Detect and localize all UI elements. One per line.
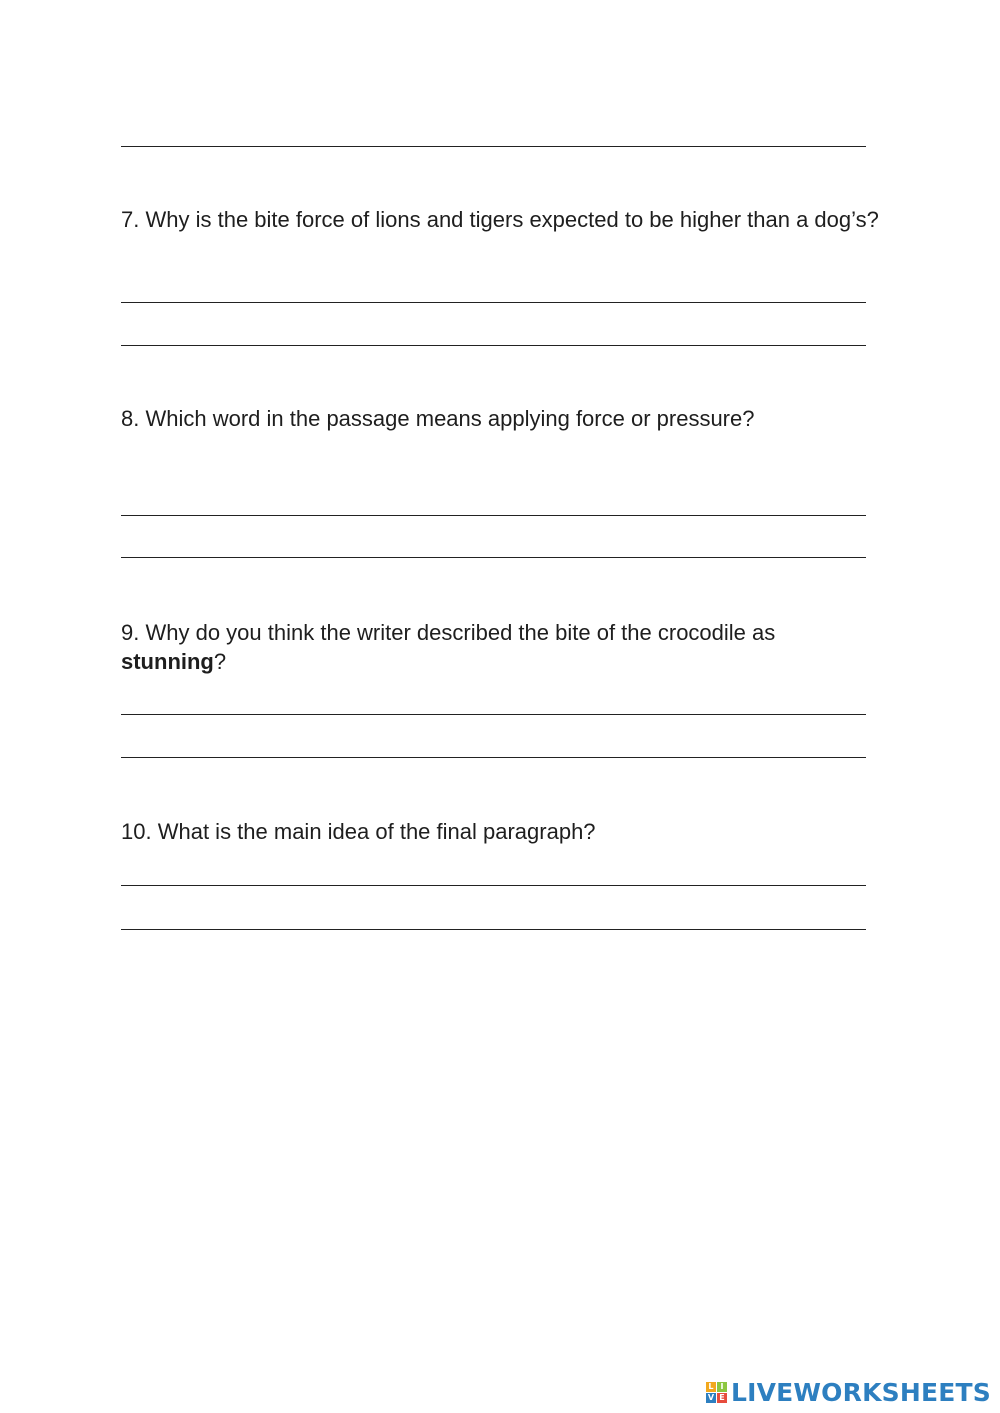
logo-letter-e: E (717, 1393, 727, 1403)
answer-line-8-2[interactable] (121, 557, 866, 558)
question-7-number: 7. (121, 207, 140, 232)
answer-line-7-1[interactable] (121, 302, 866, 303)
question-10-number: 10. (121, 819, 152, 844)
question-8-number: 8. (121, 406, 140, 431)
question-9-emphasis: stunning (121, 649, 214, 674)
answer-line-8-1[interactable] (121, 515, 866, 516)
question-10-text: What is the main idea of the final paragraph? (157, 819, 596, 844)
question-10 (121, 817, 881, 846)
question-9-number: 9. (121, 620, 140, 645)
answer-line-7-2[interactable] (121, 345, 866, 346)
logo-letter-l: L (706, 1382, 716, 1392)
answer-line-6-2[interactable] (121, 146, 866, 147)
answer-line-10-1[interactable] (121, 885, 866, 886)
question-8-text: Which word in the passage means applying force or pressure? (145, 406, 755, 431)
answer-line-9-1[interactable] (121, 714, 866, 715)
question-9-text: Why do you think the writer described the bite of the crocodile as (145, 620, 776, 645)
logo-letter-v: V (707, 1393, 715, 1402)
answer-line-9-2[interactable] (121, 757, 866, 758)
liveworksheets-logo-icon (706, 1382, 727, 1403)
question-8 (121, 404, 881, 433)
question-7-text: Why is the bite force of lions and tigers expected to be higher than a dog’s? (145, 207, 879, 232)
brand-name: LIVEWORKSHEETS (730, 1378, 991, 1407)
liveworksheets-brand (706, 1378, 991, 1407)
question-9-text-end: ? (213, 649, 227, 674)
question-7 (121, 205, 881, 234)
question-9 (121, 618, 881, 676)
answer-line-10-2[interactable] (121, 929, 866, 930)
logo-letter-i: I (717, 1382, 727, 1392)
